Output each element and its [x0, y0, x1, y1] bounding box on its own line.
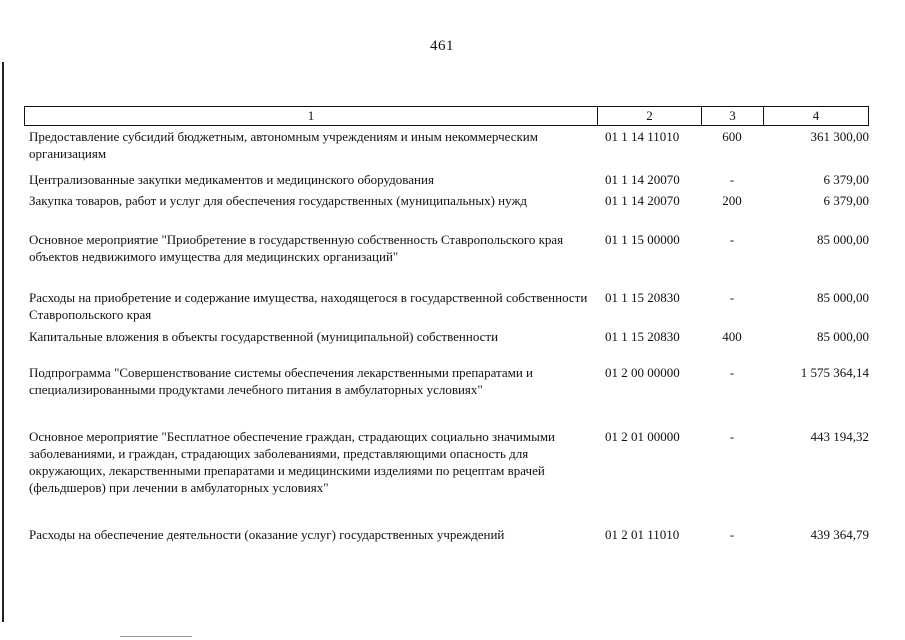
row-name: Основное мероприятие "Бесплатное обеспечение граждан, страдающих социально значимыми заболеваниями, и граждан, страдающих заболеваниями, представляющими опасность для окружающих, лекарственными препаратами и медицинскими изделиями по рецептам врачей (фельдшеров) при лечении в амбулаторных условиях" [29, 429, 556, 495]
row-code: 01 2 01 00000 [605, 429, 680, 444]
row-amount: 361 300,00 [810, 129, 869, 144]
row-name: Закупка товаров, работ и услуг для обеспечения государственных (муниципальных) нужд [29, 193, 528, 208]
column-header-1: 1 [25, 107, 598, 125]
row-type: - [729, 290, 735, 305]
column-header-3: 3 [702, 107, 764, 125]
row-name: Предоставление субсидий бюджетным, автономным учреждениям и иным некоммерческим организациям [29, 129, 538, 161]
row-code: 01 1 15 20830 [605, 290, 680, 305]
row-amount: 1 575 364,14 [800, 365, 869, 380]
row-amount: 85 000,00 [817, 232, 869, 247]
row-code: 01 1 14 11010 [605, 129, 680, 144]
row-code: 01 2 01 11010 [605, 527, 680, 542]
row-name: Основное мероприятие "Приобретение в государственную собственность Ставропольского края объектов недвижимого имущества для медицинских организаций" [29, 232, 564, 264]
row-code: 01 1 14 20070 [605, 193, 680, 208]
row-type: - [729, 365, 735, 380]
row-amount: 85 000,00 [817, 290, 869, 305]
row-type: 400 [722, 329, 742, 344]
page-number: 461 [430, 38, 454, 54]
row-amount: 85 000,00 [817, 329, 869, 344]
row-amount: 439 364,79 [810, 527, 869, 542]
row-type: 200 [722, 193, 742, 208]
scan-artifact [120, 636, 192, 637]
row-amount: 443 194,32 [810, 429, 869, 444]
row-name: Расходы на обеспечение деятельности (оказание услуг) государственных учреждений [29, 527, 505, 542]
row-code: 01 1 14 20070 [605, 172, 680, 187]
table-header [24, 106, 869, 126]
row-type: - [729, 232, 735, 247]
row-name: Капитальные вложения в объекты государственной (муниципальной) собственности [29, 329, 499, 344]
row-amount: 6 379,00 [823, 172, 869, 187]
row-type: - [729, 527, 735, 542]
row-type: 600 [722, 129, 742, 144]
row-code: 01 1 15 20830 [605, 329, 680, 344]
page-left-border [2, 62, 4, 622]
column-header-4: 4 [812, 108, 820, 123]
row-type: - [729, 172, 735, 187]
row-name: Подпрограмма "Совершенствование системы обеспечения лекарственными препаратами и специализированными продуктами лечебного питания в амбулаторных условиях" [29, 365, 534, 397]
row-code: 01 1 15 00000 [605, 232, 680, 247]
row-type: - [729, 429, 735, 444]
row-code: 01 2 00 00000 [605, 365, 680, 380]
row-amount: 6 379,00 [823, 193, 869, 208]
row-name: Расходы на приобретение и содержание имущества, находящегося в государственной собственности Ставропольского края [29, 290, 588, 322]
row-name: Централизованные закупки медикаментов и медицинского оборудования [29, 172, 434, 187]
column-header-2: 2 [598, 107, 702, 125]
